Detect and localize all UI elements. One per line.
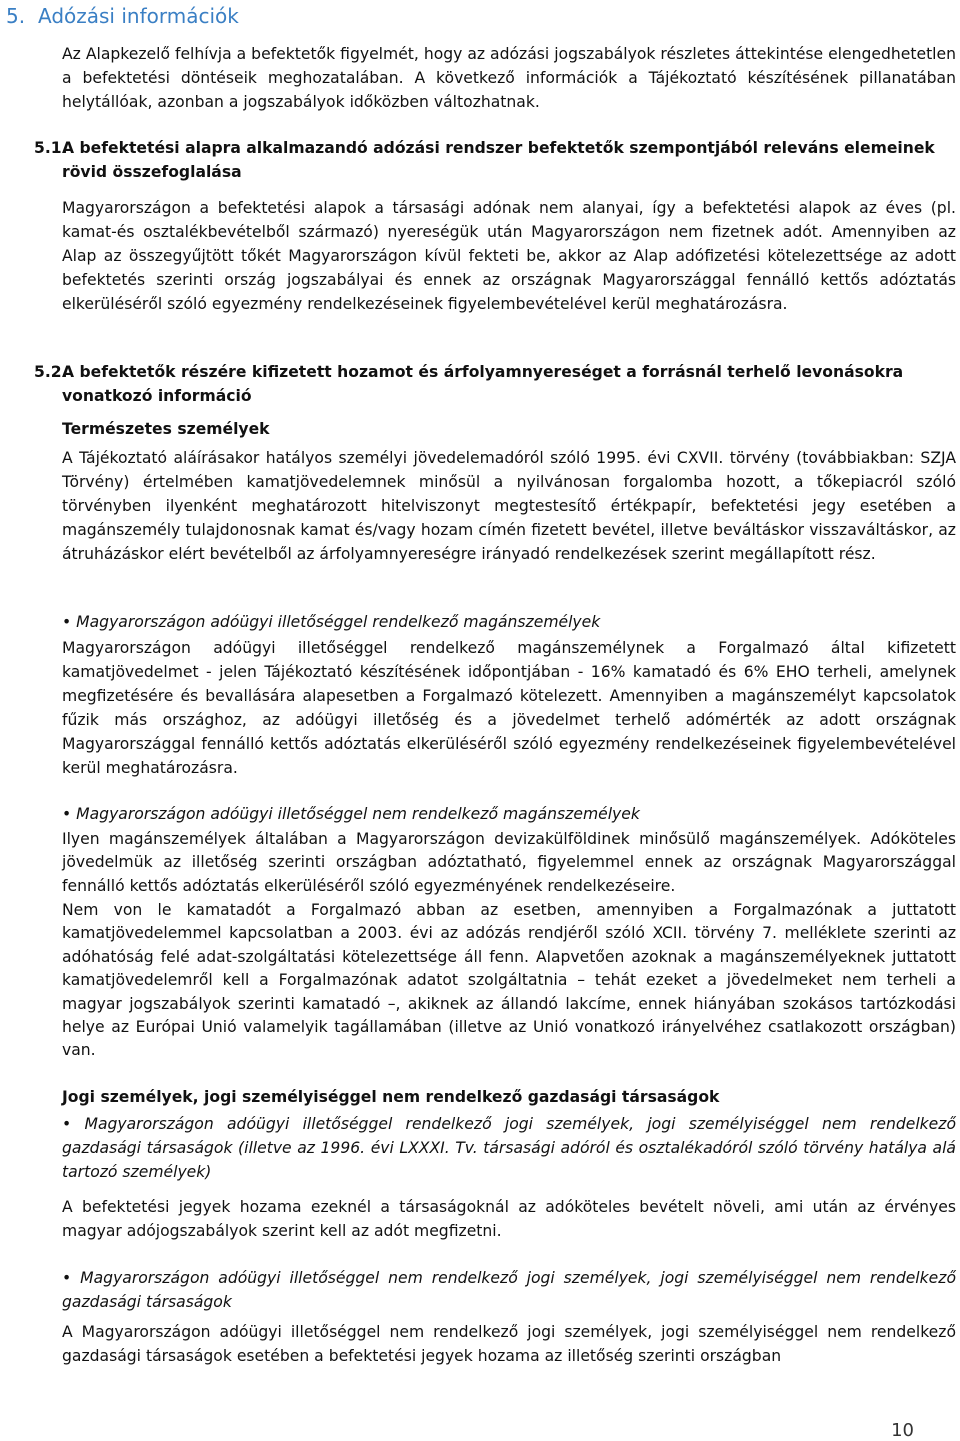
subsection-5-1-body: Magyarországon a befektetési alapok a társasági adónak nem alanyai, így a befektetési alapok az éves (pl. kamat-és osztalékbevételből származó) nyereségük után Magyarországon nem fizetnek adót. Amennyiben az Alap az összegyűjtött tőkét Magyarországon kívül fekteti be, akkor az Alap adófizetési kötelezettsége az adott befektetés szerinti ország jogszabályai és ennek az országnak Magyarországgal fennálló kettős adóztatás elkerüléséről szóló egyezmény rendelkezéseinek figyelembevételével kerül meghatározásra. [62, 199, 956, 313]
nonresident-companies-body: A Magyarországon adóügyi illetőséggel nem rendelkező jogi személyek, jogi személyiséggel nem rendelkező gazdasági társaságok esetében a befektetési jegyek hozama az illetőség szerinti országban [62, 1323, 956, 1365]
nonresident-individuals-body-2: Nem von le kamatadót a Forgalmazó abban az esetben, amennyiben a Forgalmazónak a juttatott kamatjövedelemmel kapcsolatban a 2003. évi az adózás rendjéről szóló XCII. törvény 7. melléklete szerinti az adóhatóság felé adat-szolgáltatási kötelezettsége áll fenn. Alapvetően azoknak a magánszemélyeknek juttatott kamatjövedelemről kell a Forgalmazónak adatot szolgáltatnia – tehát ezeket a jövedelmeket nem terheli a magyar jogszabályok szerinti kamatadó –, akiknek az állandó lakcíme, ennek hiányában szokásos tartózkodási helye az Európai Unió valamelyik tagállamában (illetve az Unió vonatkozó irányelvéhez csatlakozott országban) van. [62, 901, 956, 1060]
bullet-title: Magyarországon adóügyi illetőséggel rendelkező jogi személyek, jogi személyiséggel nem rendelkező gazdasági társaságok (illetve az 1996. évi LXXXI. Tv. társasági adóról és osztalékadóról szóló törvény hatálya alá tartozó személyek) [62, 1115, 956, 1181]
subsection-5-2-heading [34, 360, 956, 408]
section-number: 5. [6, 4, 26, 28]
bullet-icon: • [62, 1115, 72, 1133]
resident-companies-body: A befektetési jegyek hozama ezeknél a társaságoknál az adóköteles bevételt növeli, ami után az érvényes magyar adójogszabályok szerint kell az adót megfizetni. [62, 1198, 956, 1240]
bullet-icon: • [62, 805, 72, 823]
subsection-number: 5.1. [34, 139, 68, 157]
natural-persons-heading: Természetes személyek [62, 420, 270, 438]
bullet-nonresident-individuals [62, 802, 956, 826]
bullet-resident-individuals [62, 610, 956, 634]
bullet-resident-companies [62, 1112, 956, 1184]
bullet-icon: • [62, 1269, 72, 1287]
page-number: 10 [891, 1420, 914, 1441]
bullet-icon: • [62, 613, 72, 631]
resident-individuals-body: Magyarországon adóügyi illetőséggel rendelkező magánszemélynek a Forgalmazó által kifizetett kamatjövedelmet - jelen Tájékoztató készítésének időpontjában - 16% kamatadó és 6% EHO terheli, amelynek megfizetésére és bevallására alapesetben a Forgalmazó kötelezett. Amennyiben a magánszemélyt kapcsolatok fűzik más országhoz, az adóügyi illetőség és a jövedelmet terhelő adómérték az adott országnak Magyarországgal fennálló kettős adóztatás elkerüléséről szóló egyezmény rendelkezéseinek figyelembevételével kerül meghatározásra. [62, 639, 956, 777]
subsection-title-line2: vonatkozó információ [62, 387, 252, 405]
subsection-title-line2: rövid összefoglalása [62, 163, 242, 181]
section-title: Adózási információk [38, 4, 239, 28]
bullet-title: Magyarországon adóügyi illetőséggel rendelkező magánszemélyek [76, 613, 601, 631]
bullet-title: Magyarországon adóügyi illetőséggel nem rendelkező jogi személyek, jogi személyiséggel nem rendelkező gazdasági társaságok [62, 1269, 956, 1311]
intro-paragraph: Az Alapkezelő felhívja a befektetők figyelmét, hogy az adózási jogszabályok részletes áttekintése elengedhetetlen a befektetési döntéseik meghozatalában. A következő információk a Tájékoztató készítésének pillanatában helytállóak, azonban a jogszabályok időközben változhatnak. [62, 45, 956, 111]
bullet-nonresident-companies [62, 1266, 956, 1314]
subsection-number: 5.2. [34, 363, 68, 381]
subsection-5-1-heading [34, 136, 956, 184]
natural-persons-body: A Tájékoztató aláírásakor hatályos személyi jövedelemadóról szóló 1995. évi CXVII. törvény (továbbiakban: SZJA Törvény) értelmében kamatjövedelemnek minősül a nyilvánosan forgalomba hozott, a tőkepiacról szóló törvényben ilyenként meghatározott hitelviszonyt megtestesítő értékpapír, befektetési jegy esetében a magánszemély tulajdonosnak kamat és/vagy hozam címén fizetett bevétel, illetve beváltáskor visszaváltáskor, az átruházáskor elért bevételből az árfolyamnyereségre irányadó rendelkezések szerint megállapított rész. [62, 449, 956, 563]
subsection-title-line1: A befektetési alapra alkalmazandó adózási rendszer befektetők szempontjából releváns elemeinek [62, 139, 935, 157]
legal-persons-heading: Jogi személyek, jogi személyiséggel nem rendelkező gazdasági társaságok [62, 1088, 720, 1106]
section-heading [6, 4, 239, 28]
bullet-title: Magyarországon adóügyi illetőséggel nem rendelkező magánszemélyek [76, 805, 640, 823]
nonresident-individuals-body: Ilyen magánszemélyek általában a Magyarországon devizakülföldinek minősülő magánszemélyek. Adóköteles jövedelmük az illetőség szerinti országban adóztatható, figyelemmel ennek az országnak Magyarországgal fennálló kettős adóztatás elkerüléséről szóló egyezményének rendelkezéseire. [62, 830, 956, 895]
subsection-title-line1: A befektetők részére kifizetett hozamot és árfolyamnyereséget a forrásnál terhelő levonásokra [62, 363, 904, 381]
